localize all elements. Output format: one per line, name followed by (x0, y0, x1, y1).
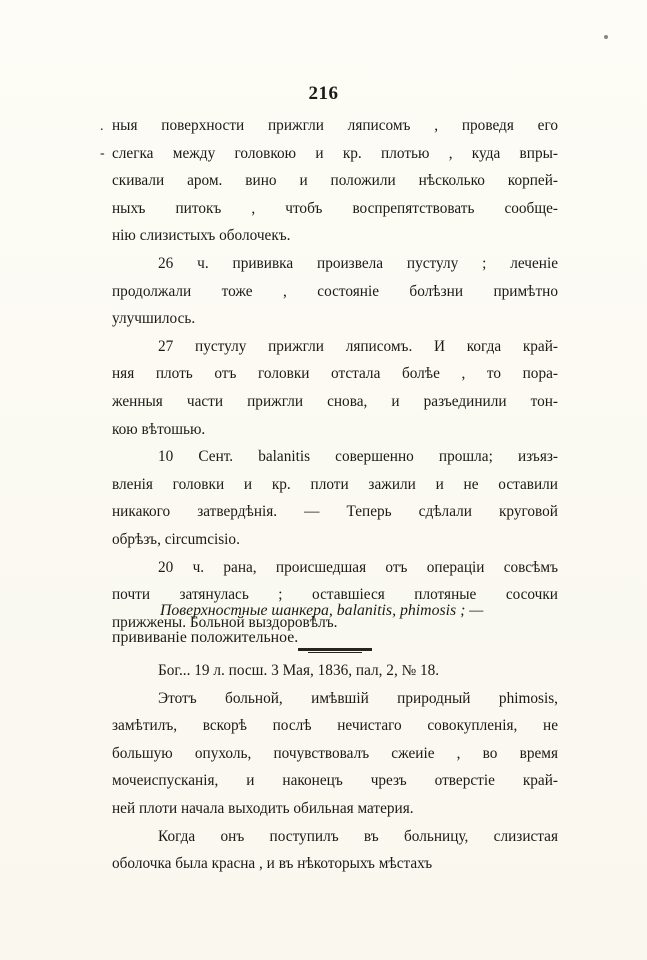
text-line: 27 пустулу прижгли ляписомъ. И когда край- (158, 337, 558, 355)
text-line: слегка между головкою и кр. плотью , куда впры- (112, 144, 558, 162)
text-line: никакого затвердѣнія. — Теперь сдѣлали круговой (112, 503, 558, 521)
paragraph (112, 112, 558, 250)
paragraph (112, 823, 558, 878)
paragraph (112, 250, 558, 333)
text-line: Бог... 19 л. посш. 3 Мая, 1836, пал, 2, № 18. (158, 662, 440, 679)
text-line: ныя поверхности прижгли ляписомъ , проведя его (112, 117, 558, 134)
corner-speck (604, 35, 608, 39)
text-line: няя плоть отъ головки отстала болѣе , то пора- (112, 365, 558, 383)
section-heading-italic: Поверхностные шанкера, balanitis, phimosis ; — (160, 602, 484, 619)
text-line: ныхъ питокъ , чтобъ воспрепятствовать сообще- (112, 199, 558, 217)
text-line: 26 ч. прививка произвела пустулу ; леченіе (158, 254, 558, 272)
paragraph (112, 443, 558, 553)
text-line: Когда онъ поступилъ въ больницу, слизистая (158, 827, 558, 845)
text-line: замѣтилъ, вскорѣ послѣ нечистаго совокупленія, не (112, 717, 558, 735)
margin-mark: - (100, 146, 105, 161)
text-line: Этотъ больной, имѣвшій природный phimosis, (158, 689, 558, 707)
text-line: женныя части прижгли снова, и разъединили тон- (112, 392, 558, 410)
text-line: нію слизистыхъ оболочекъ. (112, 227, 291, 245)
text-line: продолжали тоже , состояніе болѣзни примѣтно (112, 282, 558, 300)
text-line: вленія головки и кр. плоти зажили и не оставили (112, 475, 558, 493)
decorative-rule (298, 648, 372, 651)
text-line: оболочка была красна , и въ нѣкоторыхъ мѣстахъ (112, 855, 433, 873)
text-line: 10 Сент. balanitis совершенно прошла; изъяз- (158, 448, 558, 466)
text-line: улучшилось. (112, 310, 196, 328)
text-line: почти затянулась ; оставшіеся плотяные сосочки (112, 586, 558, 604)
text-line: большую опухоль, почувствовалъ сжеиіе , во время (112, 744, 558, 762)
text-line: скивали аром. вино и положили нѣсколько корпей- (112, 172, 558, 190)
paragraph (112, 657, 558, 685)
text-line: ней плоти начала выходить обильная материя. (112, 799, 414, 817)
text-line: прижжены. Больной выздоровѣлъ. (112, 613, 338, 631)
text-line: кою вѣтошью. (112, 420, 206, 438)
text-line: обрѣзъ, circumcisio. (112, 530, 240, 548)
body-text-top (112, 112, 558, 636)
text-line: 20 ч. рана, происшедшая отъ операціи совсѣмъ (158, 558, 558, 576)
paragraph (112, 333, 558, 443)
section-heading-continuation: прививаніе положительное. (112, 629, 299, 646)
body-text-bottom (112, 657, 558, 878)
paragraph (112, 685, 558, 823)
text-line: мочеиспусканія, и наконецъ чрезъ отверстіе край- (112, 772, 558, 790)
margin-mark: . (100, 119, 104, 134)
page-number: 216 (308, 83, 339, 104)
